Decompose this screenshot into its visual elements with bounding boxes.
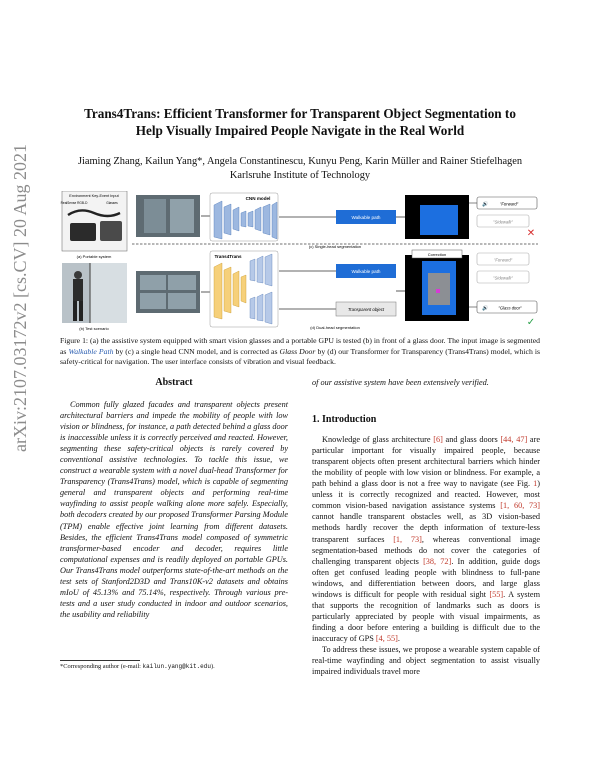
- figure-reference-link[interactable]: 1: [533, 479, 538, 489]
- gpu-device-icon: [70, 223, 96, 241]
- transparent-object-label: Transparent object: [347, 307, 385, 312]
- citation-link[interactable]: [55]: [489, 589, 504, 599]
- check-icon: ✓: [526, 317, 536, 328]
- label-env: Environment Key-Event Input: [69, 194, 119, 198]
- title-line-1: Trans4Trans: Efficient Transformer for Transparent Object Segmentation to: [84, 106, 516, 121]
- footnote: *Corresponding author (e-mail: kailun.yang@kit.edu).: [60, 663, 215, 670]
- label-c: (c) Single-head segmentation: [308, 244, 362, 249]
- footnote-email[interactable]: kailun.yang@kit.edu: [142, 663, 211, 670]
- author-block: [40, 155, 560, 183]
- left-column: [60, 377, 288, 620]
- sidewalk-label-d: "Sidewalk": [493, 275, 513, 281]
- figure-1: [60, 191, 540, 331]
- glass-door-label: "Glass door": [498, 305, 522, 311]
- sidewalk-label-c: "Sidewalk": [493, 219, 513, 225]
- introduction-heading: 1. Introduction: [312, 414, 377, 426]
- citation-link[interactable]: [38, 72]: [423, 556, 452, 566]
- citation-link[interactable]: [6]: [433, 435, 443, 445]
- title-line-2: Help Visually Impaired People Navigate in the Real World: [135, 123, 465, 138]
- citation-link[interactable]: [4, 55]: [375, 633, 398, 643]
- speaker-icon-d: 🔊: [482, 305, 489, 312]
- walkable-path-label-d: Walkable path: [351, 269, 381, 274]
- speaker-icon-c: 🔊: [482, 201, 489, 208]
- forward-label-c: "Forward": [499, 201, 519, 207]
- figure-1-diagram: [60, 191, 540, 331]
- affiliation: Karlsruhe Institute of Technology: [229, 170, 371, 181]
- caption-part-2: by (c) a single head CNN model, and is corrected as: [113, 346, 280, 356]
- cnn-model-label: CNN model: [245, 196, 271, 201]
- abstract-tail: of our assistive system have been extensively verified.: [312, 378, 489, 387]
- forward-label-d: "Forward": [493, 257, 513, 263]
- author-list: Jiaming Zhang, Kailun Yang*, Angela Constantinescu, Kunyu Peng, Karin Müller and Rainer Stiefelhagen: [77, 156, 523, 167]
- label-a: (a) Portable system: [76, 254, 112, 259]
- footnote-rule: [60, 660, 140, 661]
- label-realsense: RealSense RGB-D: [60, 201, 88, 205]
- trans4trans-label: Trans4Trans: [214, 254, 242, 259]
- introduction-paragraph-2: To address these issues, we propose a wearable system capable of real-time wayfinding and object segmentation to assist visually impaired individuals travel more: [312, 644, 540, 677]
- right-column: [312, 377, 540, 677]
- citation-link[interactable]: [1, 60, 73]: [500, 501, 541, 511]
- caption-walkable-path: Walkable Path: [68, 346, 114, 356]
- caption-glass-door: Glass Door: [279, 346, 316, 356]
- label-d: (d) Dual-head segmentation: [310, 325, 360, 330]
- label-b: (b) Test scenario: [79, 326, 109, 331]
- figure-caption: [60, 336, 540, 368]
- caption-part-3: by (d) our Transformer for Transparency (Trans4Trans) model, which is safety-critical for navigation. The user interface consists of vibration and visual feedback.: [60, 346, 541, 367]
- caption-part-1: Figure 1: (a) the assistive system equipped with smart vision glasses and a portable GPU is tested (b) in front of a glass door. The input image is segmented as: [60, 336, 540, 356]
- citation-link[interactable]: [44, 47]: [500, 435, 528, 445]
- backpack-icon: [100, 221, 122, 241]
- cross-icon: ✕: [526, 228, 536, 239]
- introduction-paragraph-1: Knowledge of glass architecture [6] and glass doors [44, 47] are particular important for visually impaired people, because transparent objects often present architectural barriers which hinder the mobility of people with low vision or blindness. For example, a path behind a glass door is not a free way to navigate (see Fig. 1) unless it is correctly recognized and reacted. However, most common vision-based navigation assistance systems [1, 60, 73] cannot handle transparent obstacles well, as 3D vision-based methods hardly recover the depth information of texture-less transparent surfaces [1, 73], whereas conventional image segmentation-based methods do not cover the categories of challenging transparent objects [38, 72]. In addition, guide dogs often get confused leading people with blindness to full-pane windows, and differentiation between doors, and large glass windows is difficult for people with residual sight [55]. A system that supports the recognition of landmarks such as doors is particularly appreciated by people with visual impairments, as finding a door before entering a building is difficult due to the inaccuracy of GPS [4, 55].: [312, 435, 541, 643]
- citation-link[interactable]: [1, 73]: [393, 534, 422, 544]
- walkable-path-label-c: Walkable path: [351, 215, 381, 220]
- person-head-icon: [74, 271, 82, 279]
- paper-title: [40, 105, 560, 139]
- arxiv-identifier: arXiv:2107.03172v2 [cs.CV] 20 Aug 2021: [10, 144, 30, 452]
- abstract-heading: Abstract: [155, 377, 193, 388]
- correction-label: Correction: [427, 252, 447, 257]
- abstract-text: Common fully glazed facades and transparent objects present architectural barriers and impede the mobility of people with low vision or blindness, for instance, a path detected behind a glass door is inaccessible unless it is correctly perceived and reacted. However, segmenting these safety-critical objects is rarely covered by conventional assistive technologies. To tackle this issue, we construct a wearable system with a novel dual-head Transformer for Transparency (Trans4Trans) model, which is capable of segmenting general and transparent objects and performing real-time wayfinding to assist people walking alone more safely. Especially, both decoders created by our proposed Transformer Parsing Module (TPM) enable effective joint learning from different datasets. Besides, the efficient Trans4Trans model composed of symmetric transformer-based encoder and decoder, requires little computational expenses and is readily deployed on portable GPUs. Our Trans4Trans model outperforms state-of-the-art methods on the test sets of Stanford2D3D and Trans10K-v2 datasets and obtains mIoU of 45.13% and 75.14%, respectively. Through various pre-tests and a user study conducted in indoor and outdoor scenarios, the usability and reliability: [60, 400, 288, 619]
- person-body-icon: [73, 279, 83, 301]
- label-glasses: Glasses: [106, 201, 118, 205]
